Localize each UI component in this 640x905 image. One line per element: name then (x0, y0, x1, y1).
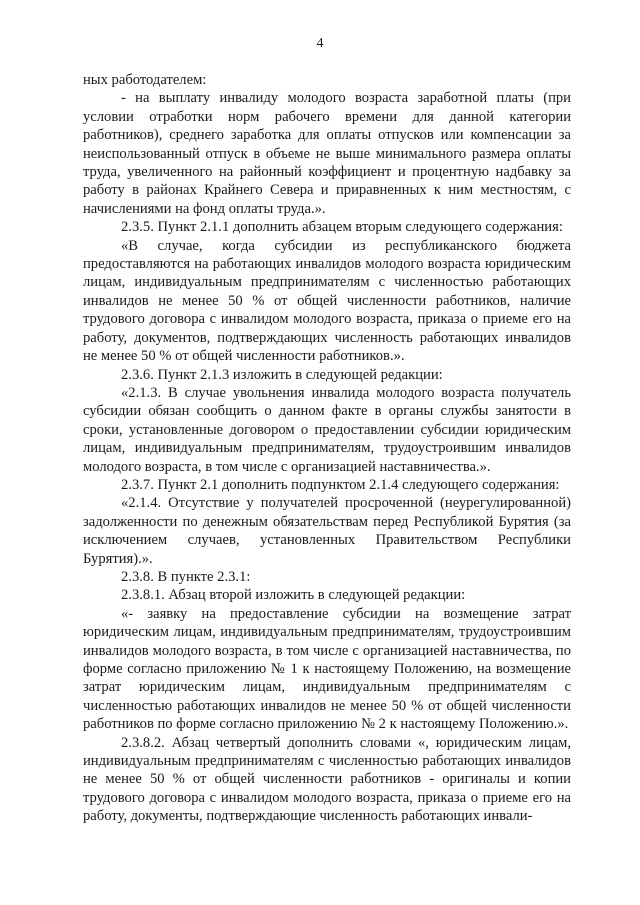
paragraph-continuation: ных работодателем: (83, 72, 207, 88)
paragraph-2-3-7: 2.3.7. Пункт 2.1 дополнить подпунктом 2.1.4 следующего содержания: (121, 476, 560, 493)
paragraph-quote-2-1-3: «2.1.3. В случае увольнения инвалида молодого возраста получатель субсидии обязан сообщить о данном факте в органы службы занятости в сроки, установленные договором о предоставлении субсидии юридическим лицам, индивидуальным предпринимателям, трудоустроившим инвалидов молодого возраста, в том числе с организацией наставничества.». (83, 384, 571, 475)
paragraph-2-3-5: 2.3.5. Пункт 2.1.1 дополнить абзацем вторым следующего содержания: (121, 219, 563, 236)
paragraph-wage-payment: - на выплату инвалиду молодого возраста заработной платы (при условии отработки норм рабочего времени для данной категории работников), среднего заработка для оплаты отпусков или компенсации за неиспользованный отпуск в объеме не выше минимального размера оплаты труда, увеличенного на районный коэффициент и процентную надбавку за работу в районах Крайнего Севера и приравненных к ним местностям, с начислениями на фонд оплаты труда.». (83, 90, 571, 217)
paragraph-2-3-8: 2.3.8. В пункте 2.3.1: (121, 568, 251, 585)
document-body (83, 71, 571, 826)
paragraph-quote-2-1-4: «2.1.4. Отсутствие у получателей просроченной (неурегулированной) задолженности по денежным обязательствам перед Республикой Бурятия (за исключением случаев, установленных Правительством Республики Бурятия).». (83, 495, 571, 567)
page-number: 4 (316, 36, 324, 51)
paragraph-2-3-8-1: 2.3.8.1. Абзац второй изложить в следующей редакции: (121, 587, 466, 604)
paragraph-2-3-8-2: 2.3.8.2. Абзац четвертый дополнить словами «, юридическим лицам, индивидуальным предпринимателям с численностью работающих инвалидов не менее 50 % от общей численности работников - оригиналы и копии трудового договора с инвалидом молодого возраста, приказа о приеме его на работу, документы, подтверждающие численность работающих инвали- (83, 734, 571, 825)
paragraph-2-3-6: 2.3.6. Пункт 2.1.3 изложить в следующей редакции: (121, 366, 443, 383)
paragraph-quote-2-1-1: «В случае, когда субсидии из республиканского бюджета предоставляются на работающих инвалидов молодого возраста юридическим лицам, индивидуальным предпринимателям с численностью работающих инвалидов не менее 50 % от общей численности работников, наличие трудового договора с инвалидом молодого возраста, приказа о приеме его на работу, документов, подтверждающих численность работающих инвалидов не менее 50 % от общей численности работников.». (83, 237, 571, 365)
paragraph-quote-application: «- заявку на предоставление субсидии на возмещение затрат юридическим лицам, индивидуальным предпринимателям, трудоустроившим инвалидов молодого возраста, в том числе с организацией наставничества, по форме согласно приложению № 1 к настоящему Положению, на возмещение затрат юридическим лицам, индивидуальным предпринимателям с численностью работающих инвалидов не менее 50 % от общей численности работников по форме согласно приложению № 2 к настоящему Положению.». (83, 605, 571, 733)
